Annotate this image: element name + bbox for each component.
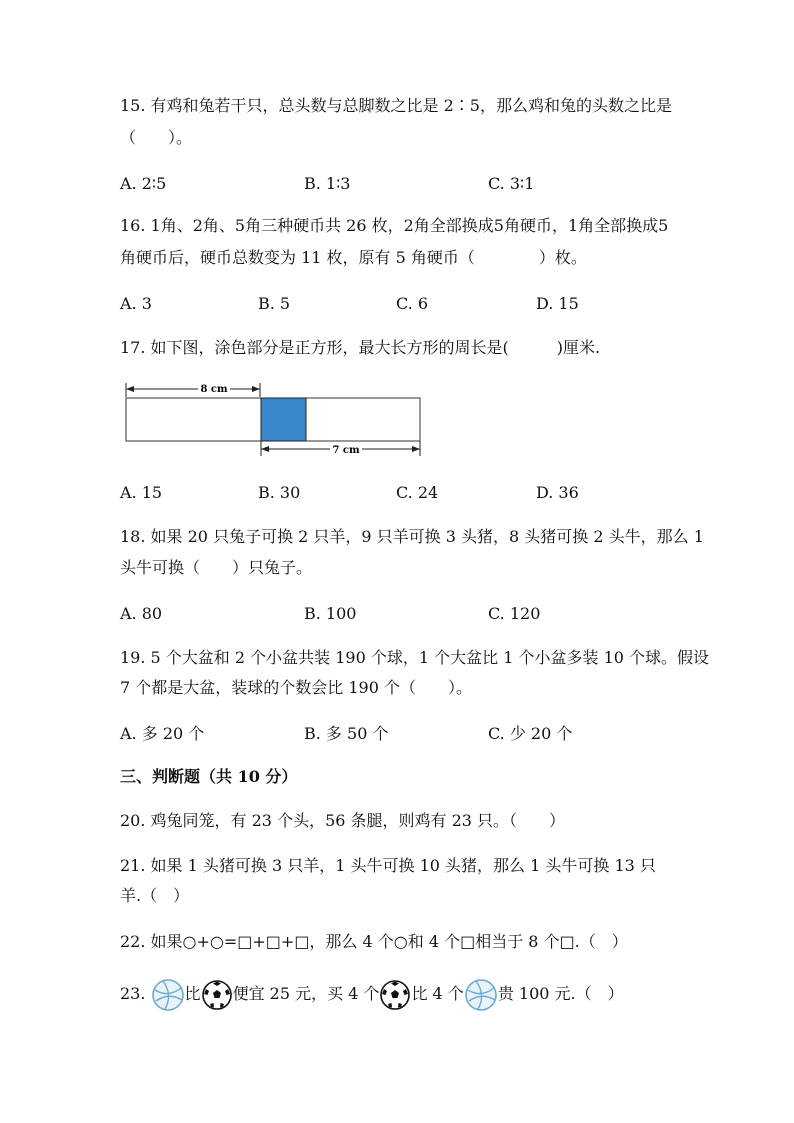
q15-text-line2: （ ）。 xyxy=(120,128,193,147)
label-7cm: 7 cm xyxy=(332,445,360,456)
q19-option-b: B. 多 50 个 xyxy=(304,724,389,743)
q17-figure xyxy=(118,378,428,468)
top-arrow-left xyxy=(126,386,134,392)
basketball-icon xyxy=(151,978,185,1012)
q16-option-d: D. 15 xyxy=(536,294,579,313)
q21-text-line2: 羊.（ ） xyxy=(120,886,190,905)
q21-text-line1: 21. 如果 1 头猪可换 3 只羊，1 头牛可换 10 头猪，那么 1 头牛可换 13 只 xyxy=(120,856,656,875)
q15-option-c: C. 3∶1 xyxy=(488,174,535,193)
q18-text-line1: 18. 如果 20 只兔子可换 2 只羊，9 只羊可换 3 头猪，8 头猪可换 2 头牛，那么 1 xyxy=(120,527,704,546)
soccer-ball-icon xyxy=(201,979,233,1011)
q18-text-line2: 头牛可换（ ）只兔子。 xyxy=(120,558,313,577)
q16-option-b: B. 5 xyxy=(258,294,291,313)
soccer-ball-icon-2 xyxy=(379,979,411,1011)
shaded-square xyxy=(261,398,306,441)
q23-number: 23. xyxy=(120,984,146,1003)
q16-text-line2: 角硬币后，硬币总数变为 11 枚，原有 5 角硬币（ ）枚。 xyxy=(120,248,587,267)
q15-text-line1: 15. 有鸡和兔若干只，总头数与总脚数之比是 2∶5，那么鸡和兔的头数之比是 xyxy=(120,96,672,115)
q17-option-a: A. 15 xyxy=(120,483,163,502)
q18-option-a: A. 80 xyxy=(120,604,163,623)
q16-text-line1: 16. 1角、2角、5角三种硬币共 26 枚，2角全部换成5角硬币，1角全部换成5 xyxy=(120,216,669,235)
q17-option-c: C. 24 xyxy=(396,483,439,502)
q19-text-line2: 7 个都是大盆，装球的个数会比 190 个（ ）。 xyxy=(120,678,472,697)
q23-text-3: 比 4 个 xyxy=(411,984,464,1003)
q17-text-line1: 17. 如下图，涂色部分是正方形，最大长方形的周长是( )厘米. xyxy=(120,338,601,357)
q18-option-c: C. 120 xyxy=(488,604,541,623)
q23-text-1: 比 xyxy=(184,984,201,1003)
q23-text xyxy=(120,976,624,1012)
q18-option-b: B. 100 xyxy=(304,604,357,623)
q15-option-b: B. 1∶3 xyxy=(304,174,351,193)
q16-option-c: C. 6 xyxy=(396,294,429,313)
q19-option-a: A. 多 20 个 xyxy=(120,724,205,743)
basketball-icon-2 xyxy=(464,978,498,1012)
bottom-arrow-right xyxy=(412,446,420,452)
q22-text: 22. 如果○+○=□+□+□，那么 4 个○和 4 个□相当于 8 个□.（ ） xyxy=(120,932,628,951)
top-arrow-right xyxy=(252,386,260,392)
q20-text: 20. 鸡兔同笼，有 23 个头，56 条腿，则鸡有 23 只。（ ） xyxy=(120,811,566,830)
q23-text-4: 贵 100 元.（ ） xyxy=(497,984,624,1003)
q17-option-b: B. 30 xyxy=(258,483,301,502)
section-title-judgment: 三、判断题（共 10 分） xyxy=(120,767,298,786)
q23-text-2: 便宜 25 元，买 4 个 xyxy=(232,984,380,1003)
bottom-arrow-left xyxy=(261,446,269,452)
q16-option-a: A. 3 xyxy=(120,294,152,313)
q15-option-a: A. 2∶5 xyxy=(120,174,167,193)
q19-text-line1: 19. 5 个大盆和 2 个小盆共装 190 个球，1 个大盆比 1 个小盆多装 10 个球。假设 xyxy=(120,648,710,667)
q17-option-d: D. 36 xyxy=(536,483,579,502)
q19-option-c: C. 少 20 个 xyxy=(488,724,573,743)
label-8cm: 8 cm xyxy=(200,384,228,395)
